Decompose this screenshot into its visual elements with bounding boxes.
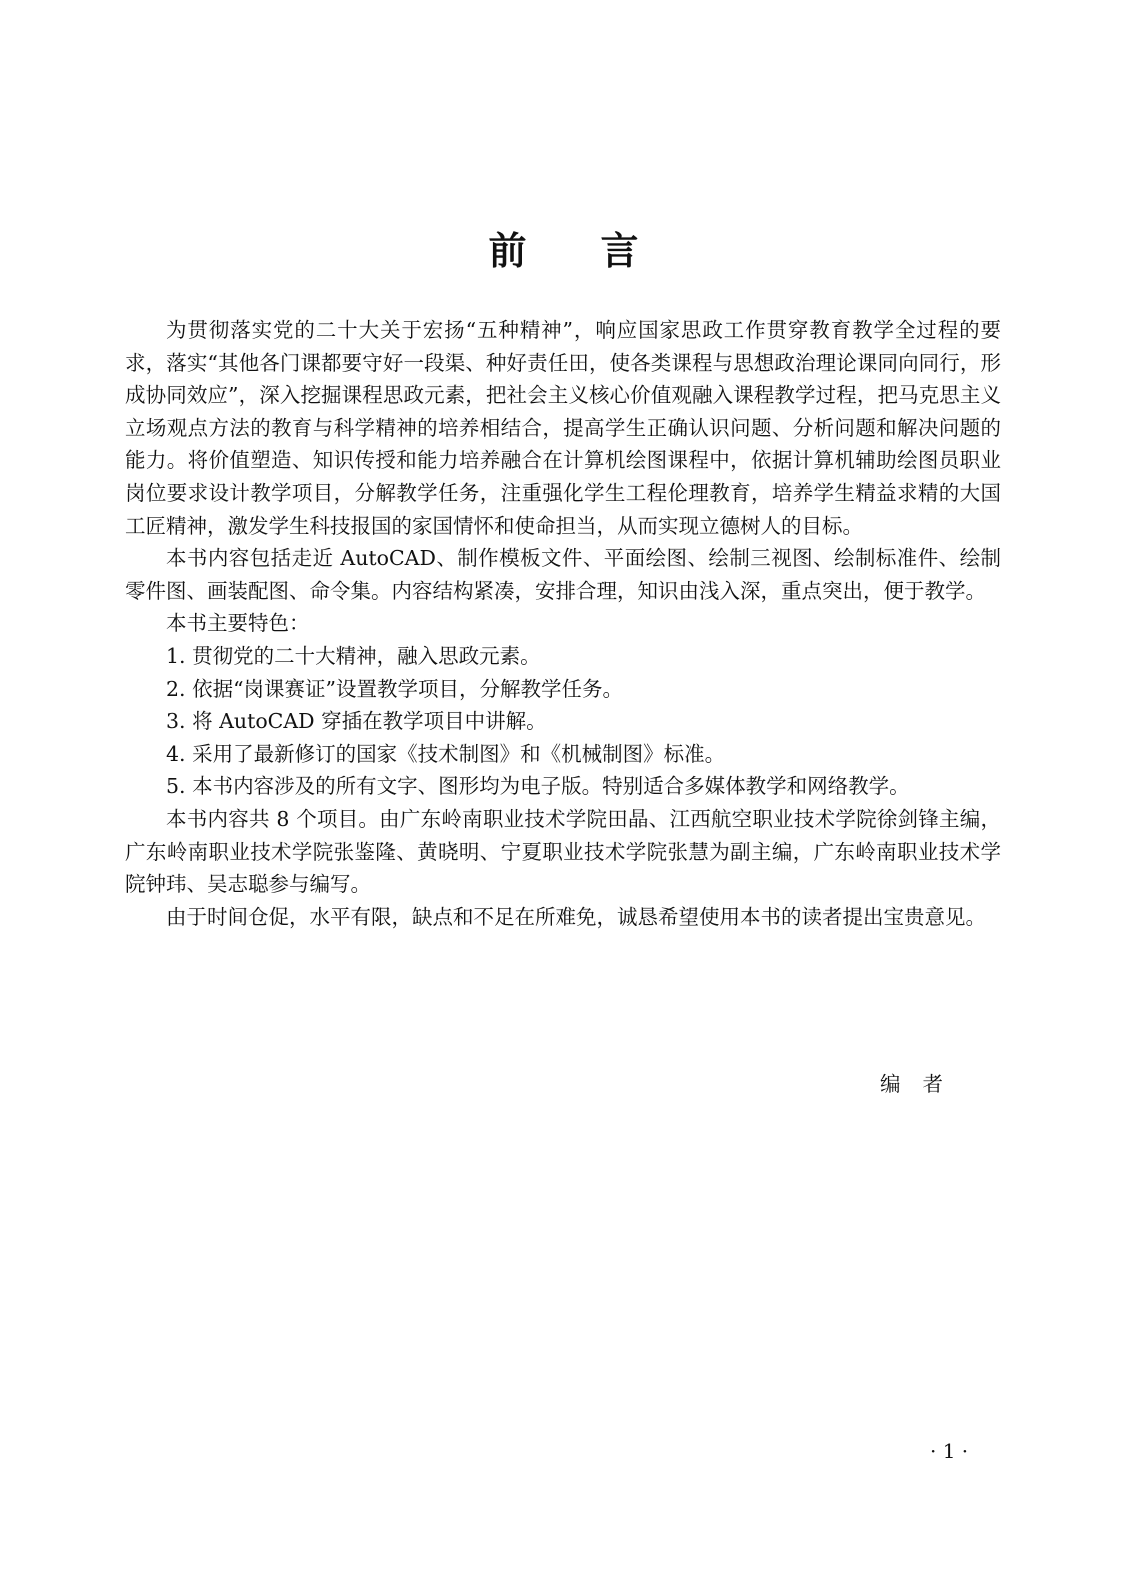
author-signature: 编者	[880, 1072, 965, 1096]
feature-item-3: 3. 将 AutoCAD 穿插在教学项目中讲解。	[166, 709, 547, 734]
feature-item-2: 2. 依据“岗课赛证”设置教学项目，分解教学任务。	[166, 676, 624, 701]
page-number: · 1 ·	[930, 1439, 969, 1463]
paragraph-authors: 本书内容共 8 个项目。由广东岭南职业技术学院田晶、江西航空职业技术学院徐剑锋主编，广东岭南职业技术学院张鉴隆、黄晓明、宁夏职业技术学院张慧为副主编，广东岭南职业技术学院钟玮、吴志聪参与编写。	[125, 806, 1001, 897]
paragraph-features-heading: 本书主要特色：	[166, 611, 310, 636]
paragraph-feedback: 由于时间仓促，水平有限，缺点和不足在所难免，诚恳希望使用本书的读者提出宝贵意见。	[166, 904, 986, 929]
feature-item-5: 5. 本书内容涉及的所有文字、图形均为电子版。特别适合多媒体教学和网络教学。	[166, 774, 910, 799]
paragraph-intro: 为贯彻落实党的二十大关于宏扬“五种精神”，响应国家思政工作贯穿教育教学全过程的要求，落实“其他各门课都要守好一段渠、种好责任田，使各类课程与思想政治理论课同向同行，形成协同效应”，深入挖掘课程思政元素，把社会主义核心价值观融入课程教学过程，把马克思主义立场观点方法的教育与科学精神的培养相结合，提高学生正确认识问题、分析问题和解决问题的能力。将价值塑造、知识传授和能力培养融合在计算机绘图课程中，依据计算机辅助绘图员职业岗位要求设计教学项目，分解教学任务，注重强化学生工程伦理教育，培养学生精益求精的大国工匠精神，激发学生科技报国的家国情怀和使命担当，从而实现立德树人的目标。	[125, 318, 1001, 538]
feature-item-4: 4. 采用了最新修订的国家《技术制图》和《机械制图》标准。	[166, 741, 726, 766]
paragraph-contents: 本书内容包括走近 AutoCAD、制作模板文件、平面绘图、绘制三视图、绘制标准件、绘制零件图、画装配图、命令集。内容结构紧凑，安排合理，知识由浅入深，重点突出，便于教学。	[125, 546, 1001, 603]
page-title: 前言	[488, 228, 713, 273]
feature-item-1: 1. 贯彻党的二十大精神，融入思政元素。	[166, 643, 541, 668]
preface-body	[125, 314, 1001, 933]
